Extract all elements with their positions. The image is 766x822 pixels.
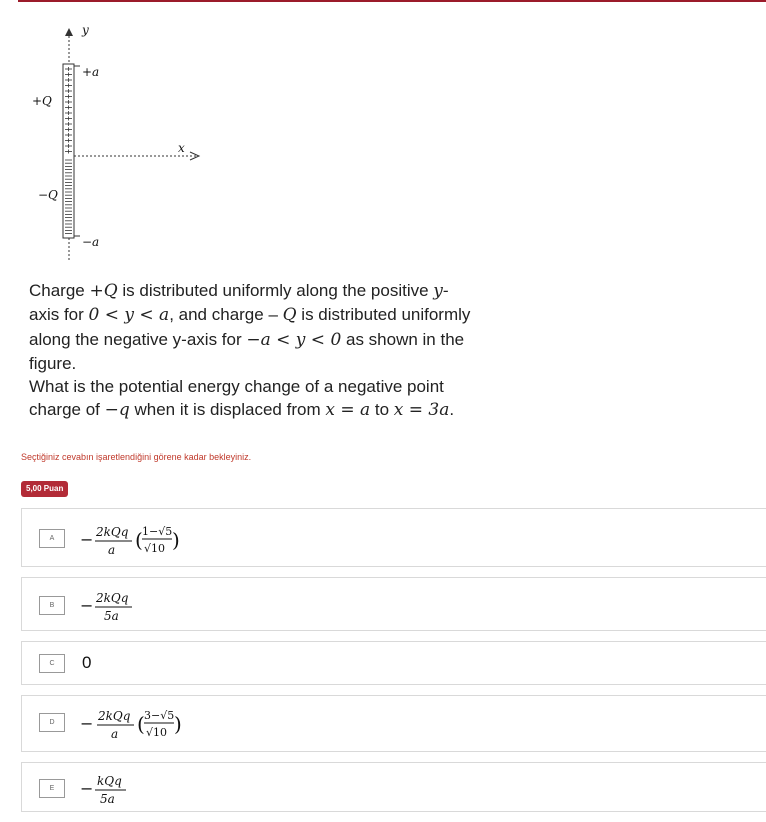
formula-numerator: kQq [97,774,122,788]
option-letter-box[interactable]: B [39,596,65,615]
math-fragment: x = a [325,400,371,421]
math-fragment: −a < y < 0 [246,329,342,350]
text-fragment: axis for [29,305,89,325]
math-fragment: y- [433,281,449,301]
points-badge: 5,00 Puan [21,481,68,497]
text-fragment: is distributed uniformly [296,305,471,325]
option-a[interactable] [21,508,766,567]
charge-distribution-figure [18,14,218,264]
formula-sign: − [80,779,94,798]
paren-numerator: 1−√5 [142,525,173,538]
top-divider [18,0,766,2]
y-axis-label: y [82,23,89,37]
formula-sign: − [80,714,94,733]
paren-denominator: √10 [144,542,166,555]
bottom-position-label: −a [82,235,100,249]
math-fragment: 0 < y < a [88,305,170,326]
formula-denominator: a [111,727,119,741]
paren-close: ) [174,712,182,736]
text-fragment: as shown in the [341,329,465,349]
text-fragment: Charge [29,281,90,300]
option-c[interactable] [21,641,766,685]
text-fragment: along the negative y-axis for [29,329,247,349]
math-fragment: Q [282,305,297,326]
text-fragment: is distributed uniformly along the positive [117,281,434,300]
y-axis-arrow [65,28,73,36]
question-line [29,303,499,327]
paren-open: ( [135,528,143,552]
option-b-formula [80,584,180,630]
option-e[interactable] [21,762,766,812]
paren-numerator: 3−√5 [144,709,175,722]
formula-numerator: 2kQq [96,525,129,539]
option-a-formula [80,515,220,561]
formula-numerator: 2kQq [96,591,129,605]
x-axis-label: x [178,141,185,155]
option-e-formula [80,767,180,813]
formula-sign: − [80,596,94,615]
top-position-label: +a [82,65,100,79]
text-fragment: . [449,400,455,420]
option-c-value: 0 [82,653,92,672]
option-letter-box[interactable]: C [39,654,65,673]
question-line [29,328,499,352]
option-d[interactable] [21,695,766,752]
math-fragment: +Q [89,281,118,301]
text-fragment: , and charge – [169,305,283,325]
paren-open: ( [137,712,145,736]
paren-denominator: √10 [146,726,168,739]
formula-denominator: a [108,543,116,557]
text-fragment: charge of [29,400,105,420]
paren-close: ) [172,528,180,552]
option-letter-box[interactable]: D [39,713,65,732]
question-line: What is the potential energy change of a negative point [29,377,444,397]
positive-charge-label: +Q [32,94,52,108]
formula-denominator: 5a [100,792,115,806]
waiting-notice: Seçtiğiniz cevabın işaretlendiğini görene kadar bekleyiniz. [21,452,252,462]
text-fragment: when it is displaced from [129,400,326,420]
question-line: figure. [29,353,77,373]
question-text [29,279,499,423]
text-fragment: to [370,400,394,420]
formula-sign: − [80,530,94,549]
negative-charge-label: −Q [38,188,58,202]
option-letter-box[interactable]: E [39,779,65,798]
option-letter-box[interactable]: A [39,529,65,548]
option-b[interactable] [21,577,766,631]
formula-denominator: 5a [104,609,119,623]
question-line [29,279,499,303]
formula-numerator: 2kQq [98,709,131,723]
math-fragment: x = 3a [393,400,450,421]
option-d-formula [80,702,220,748]
question-line [29,398,499,422]
math-fragment: −q [104,400,130,421]
